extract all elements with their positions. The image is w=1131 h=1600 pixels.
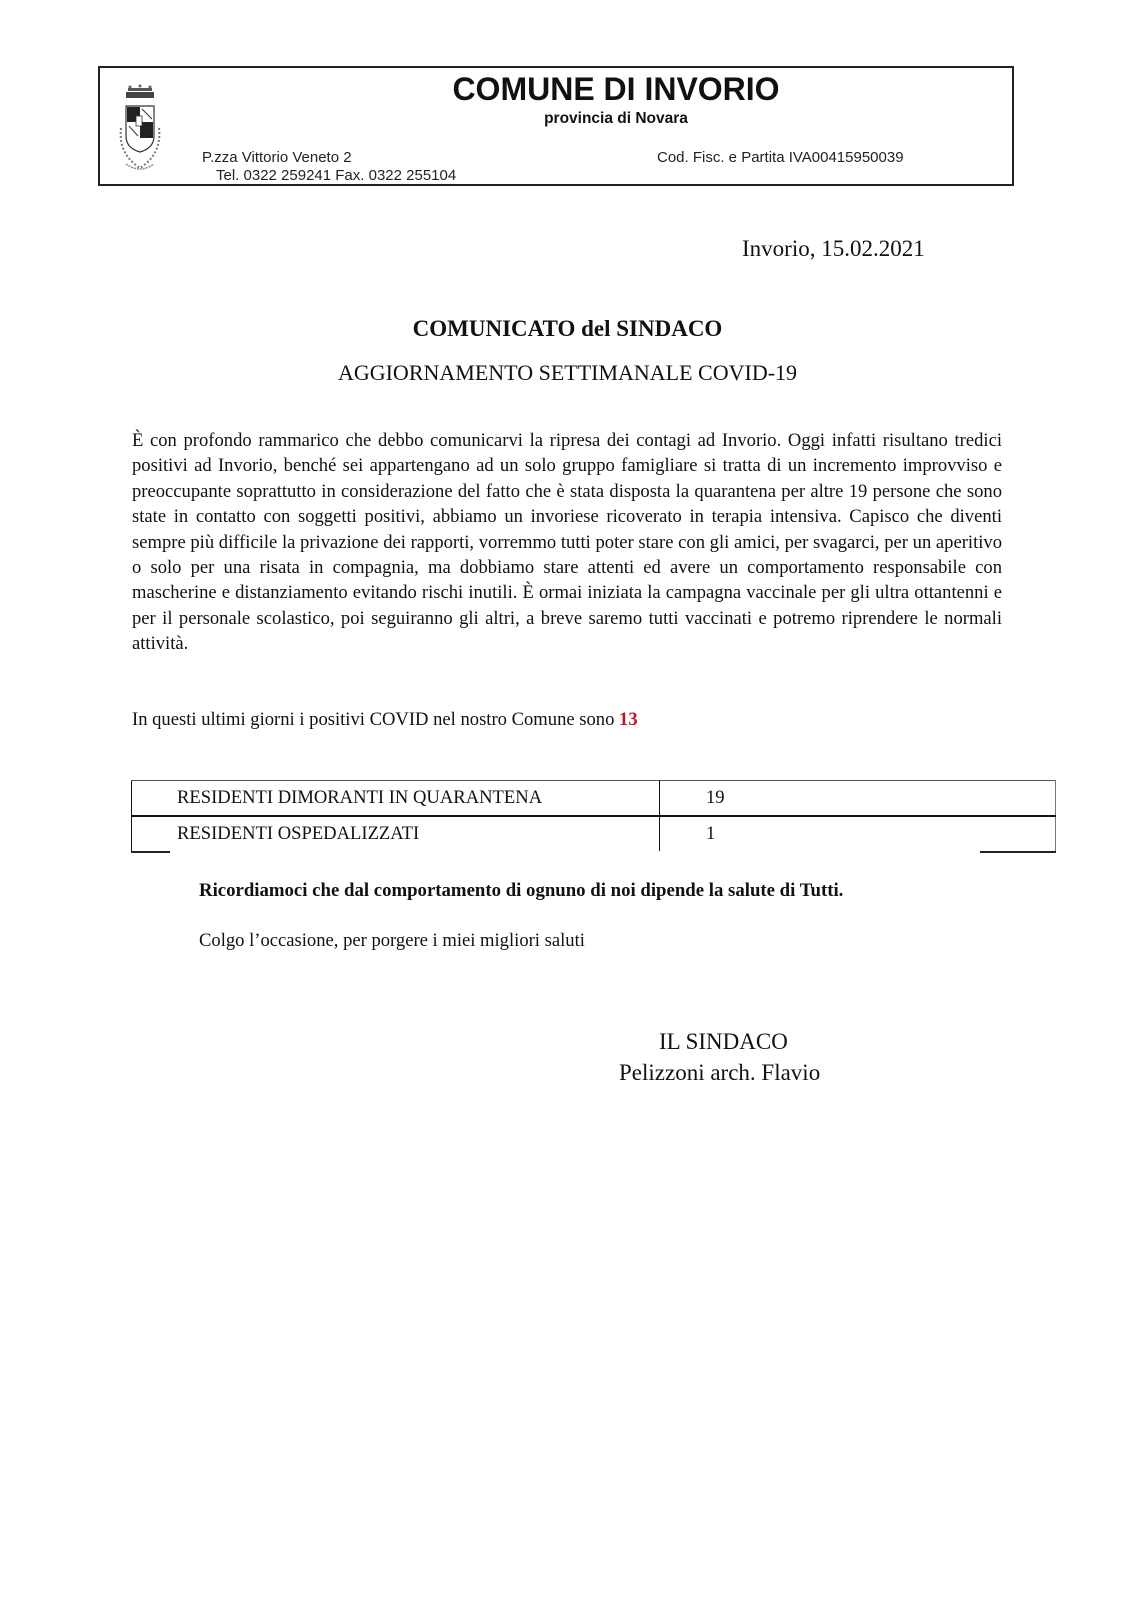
signature-name: Pelizzoni arch. Flavio bbox=[619, 1060, 821, 1085]
address: P.zza Vittorio Veneto 2 bbox=[202, 149, 352, 166]
municipality-name: COMUNE DI INVORIO bbox=[452, 71, 780, 107]
tax-code: Cod. Fisc. e Partita IVA00415950039 bbox=[657, 149, 904, 166]
summary-text: In questi ultimi giorni i positivi COVID nel nostro Comune sono bbox=[132, 709, 620, 730]
row-value: 19 bbox=[660, 781, 1056, 817]
row-value: 1 bbox=[660, 816, 1056, 851]
table-bottom-line-right bbox=[980, 851, 1056, 853]
table-row bbox=[132, 816, 1056, 851]
date-line: Invorio, 15.02.2021 bbox=[742, 236, 925, 261]
letterhead bbox=[98, 66, 1014, 186]
table-row bbox=[132, 781, 1056, 817]
table-bottom-line-left bbox=[131, 851, 170, 853]
province-name: provincia di Novara bbox=[544, 110, 688, 127]
signature-role: IL SINDACO bbox=[659, 1029, 788, 1054]
document-subtitle: AGGIORNAMENTO SETTIMANALE COVID-19 bbox=[337, 360, 798, 385]
row-label: RESIDENTI OSPEDALIZZATI bbox=[132, 816, 660, 851]
greeting: Colgo l’occasione, per porgere i miei migliori saluti bbox=[199, 930, 585, 951]
positives-summary bbox=[132, 709, 638, 731]
positives-count: 13 bbox=[619, 709, 638, 730]
phone-fax: Tel. 0322 259241 Fax. 0322 255104 bbox=[216, 167, 457, 184]
stats-table bbox=[131, 780, 1056, 851]
reminder: Ricordiamoci che dal comportamento di ognuno di noi dipende la salute di Tutti. bbox=[199, 880, 844, 901]
body-paragraph: È con profondo rammarico che debbo comunicarvi la ripresa dei contagi ad Invorio. Oggi infatti risultano tredici positivi ad Invorio, benché sei appartengano ad un solo gruppo famigliare si tratta di un incremento improvviso e preoccupante soprattutto in considerazione del fatto che è stata disposta la quarantena per altre 19 persone che sono state in contatto con soggetti positivi, abbiamo un invoriese ricoverato in terapia intensiva. Capisco che diventi sempre più difficile la privazione dei rapporti, vorremmo tutti poter stare con gli amici, per svagarci, per un aperitivo o solo per una risata in compagnia, ma dobbiamo stare attenti ed avere un comportamento responsabile con mascherine e distanziamento evitando rischi inutili. È ormai iniziata la campagna vaccinale per gli ultra ottantenni e per il personale scolastico, poi seguiranno gli altri, a breve saremo tutti vaccinati e potremo riprendere le normali attività. bbox=[132, 430, 1002, 655]
document-title: COMUNICATO del SINDACO bbox=[412, 316, 723, 341]
row-label: RESIDENTI DIMORANTI IN QUARANTENA bbox=[132, 781, 660, 817]
